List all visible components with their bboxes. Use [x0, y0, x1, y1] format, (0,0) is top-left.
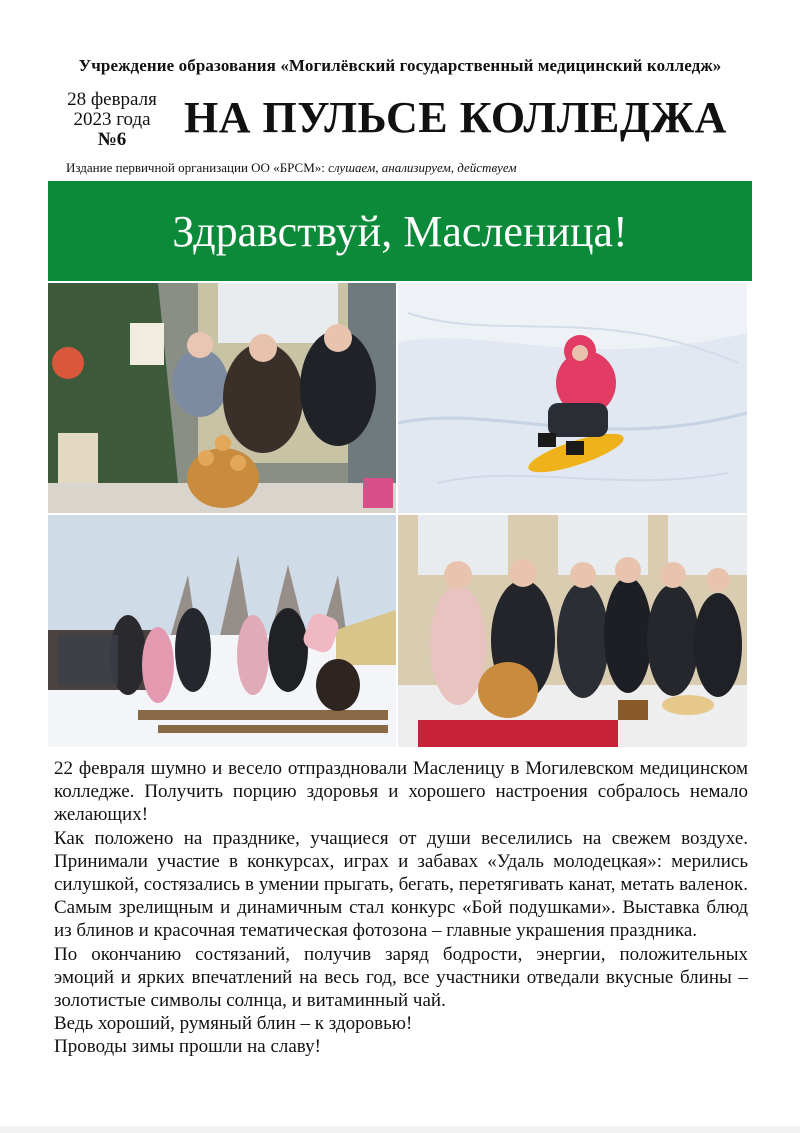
issue-date-block — [60, 90, 164, 150]
article-body — [54, 757, 748, 1059]
article-paragraph: Ведь хороший, румяный блин – к здоровью! — [54, 1013, 413, 1035]
issue-date-year: 2023 года — [73, 109, 151, 130]
photo-child-sledding — [398, 283, 747, 513]
photo-pillow-fight — [48, 515, 396, 747]
institution-name: Учреждение образования «Могилёвский государственный медицинский колледж» — [78, 56, 722, 75]
article-paragraph: По окончанию состязаний, получив заряд бодрости, энергии, положительных эмоций и ярких впечатлений на весь год, все участники отведали вкусные блины – золотистые символы солнца, и витаминный чай. — [54, 943, 748, 1012]
page-bottom-edge — [0, 1126, 800, 1133]
article-paragraph: Проводы зимы прошли на славу! — [54, 1036, 321, 1058]
publication-subtitle — [66, 160, 517, 176]
photo-group-at-table — [398, 515, 747, 747]
photo-girls-with-bagels — [48, 283, 396, 513]
subtitle-plain: Издание первичной организации ОО «БРСМ»: — [66, 160, 329, 175]
subtitle-motto: слушаем, анализируем, действуем — [328, 160, 517, 175]
newspaper-title: НА ПУЛЬСЕ КОЛЛЕДЖА — [184, 93, 727, 142]
issue-number: №6 — [97, 129, 127, 150]
article-paragraph: 22 февраля шумно и весело отпраздновали Масленицу в Могилевском медицинском колледже. Получить порцию здоровья и хорошего настроения собралось немало желающих! — [54, 758, 748, 826]
headline-banner: Здравствуй, Масленица! — [48, 181, 752, 281]
issue-date-day: 28 февраля — [67, 89, 157, 110]
article-paragraph: Как положено на празднике, учащиеся от души веселились на свежем воздухе. Принимали участие в конкурсах, играх и забавах «Удаль молодецкая»: мерились силушкой, состязались в умении прыгать, бегать, перетягивать канат, метать валенок. Самым зрелищным и динамичным стал конкурс «Бой подушками». Выставка блюд из блинов и красочная тематическая фотозона – главные украшения праздника. — [54, 827, 748, 942]
